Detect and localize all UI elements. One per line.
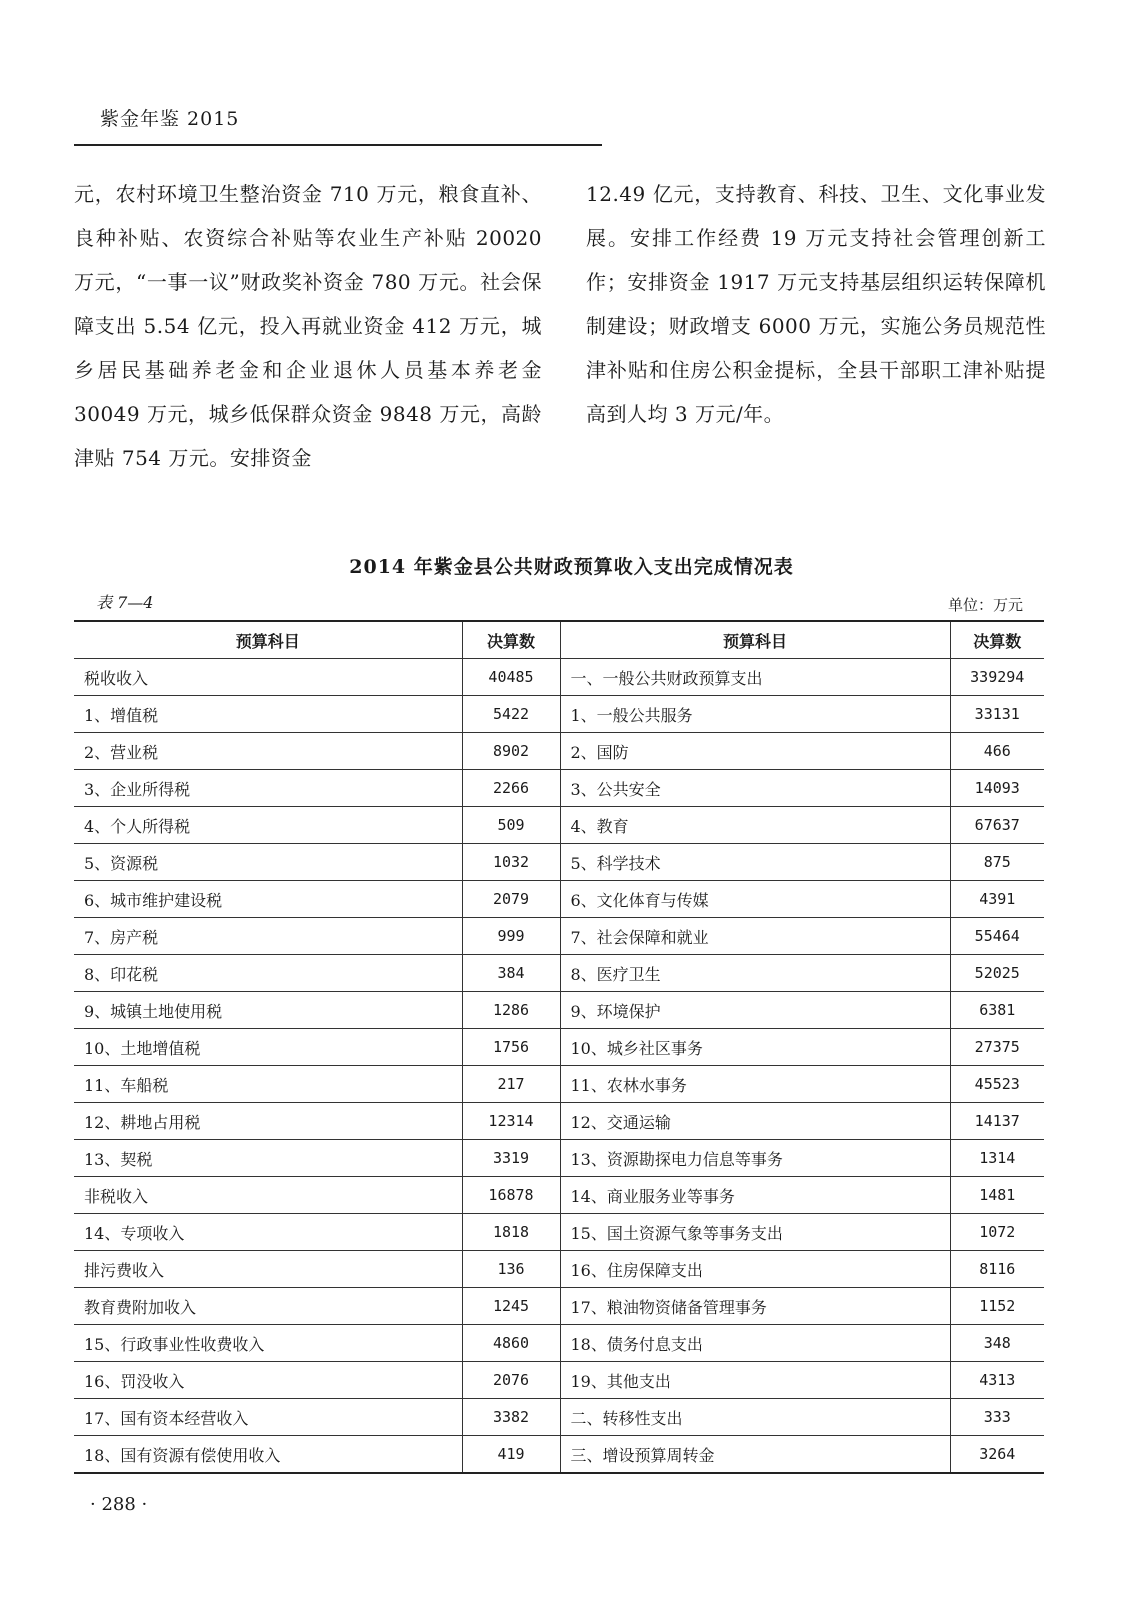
- revenue-item-cell: 5、资源税: [74, 844, 462, 881]
- expenditure-amount-cell: 8116: [950, 1251, 1044, 1288]
- table-row: [74, 1251, 1044, 1288]
- revenue-item-cell: 9、城镇土地使用税: [74, 992, 462, 1029]
- revenue-amount-cell: 1756: [462, 1029, 560, 1066]
- expenditure-item-cell: 1、一般公共服务: [560, 696, 950, 733]
- expenditure-amount-cell: 45523: [950, 1066, 1044, 1103]
- table-number: 表 7—4: [96, 593, 154, 612]
- revenue-amount-cell: 8902: [462, 733, 560, 770]
- expenditure-amount-cell: 52025: [950, 955, 1044, 992]
- revenue-item-cell: 非税收入: [74, 1177, 462, 1214]
- revenue-amount-cell: 217: [462, 1066, 560, 1103]
- revenue-item-cell: 1、增值税: [74, 696, 462, 733]
- revenue-item-cell: 15、行政事业性收费收入: [74, 1325, 462, 1362]
- table-row: [74, 807, 1044, 844]
- revenue-item-cell: 17、国有资本经营收入: [74, 1399, 462, 1436]
- table-row: [74, 770, 1044, 807]
- revenue-amount-cell: 3319: [462, 1140, 560, 1177]
- body-text-right-column: 12.49 亿元，支持教育、科技、卫生、文化事业发展。安排工作经费 19 万元支持社会管理创新工作；安排资金 1917 万元支持基层组织运转保障机制建设；财政增支 6000 万元，实施公务员规范性津补贴和住房公积金提标，全县干部职工津补贴提高到人均 3 万元/年。: [586, 182, 1046, 426]
- body-text-left-column: 元，农村环境卫生整治资金 710 万元，粮食直补、良种补贴、农资综合补贴等农业生产补贴 20020 万元，“一事一议”财政奖补资金 780 万元。社会保障支出 5.54 亿元，投入再就业资金 412 万元，城乡居民基础养老金和企业退休人员基本养老金 30049 万元，城乡低保群众资金 9848 万元，高龄津贴 754 万元。安排资金: [74, 182, 542, 470]
- revenue-item-cell: 排污费收入: [74, 1251, 462, 1288]
- expenditure-amount-cell: 27375: [950, 1029, 1044, 1066]
- table-row: [74, 918, 1044, 955]
- expenditure-amount-cell: 1314: [950, 1140, 1044, 1177]
- expenditure-amount-cell: 55464: [950, 918, 1044, 955]
- revenue-item-cell: 16、罚没收入: [74, 1362, 462, 1399]
- expenditure-item-cell: 三、增设预算周转金: [560, 1436, 950, 1474]
- expenditure-item-cell: 一、一般公共财政预算支出: [560, 659, 950, 696]
- expenditure-item-cell: 15、国土资源气象等事务支出: [560, 1214, 950, 1251]
- expenditure-amount-cell: 6381: [950, 992, 1044, 1029]
- revenue-item-cell: 教育费附加收入: [74, 1288, 462, 1325]
- revenue-item-cell: 12、耕地占用税: [74, 1103, 462, 1140]
- expenditure-amount-cell: 1481: [950, 1177, 1044, 1214]
- revenue-amount-cell: 1286: [462, 992, 560, 1029]
- expenditure-item-cell: 18、债务付息支出: [560, 1325, 950, 1362]
- expenditure-item-cell: 3、公共安全: [560, 770, 950, 807]
- expenditure-amount-cell: 33131: [950, 696, 1044, 733]
- budget-table: [74, 620, 1044, 1474]
- expenditure-amount-cell: 4313: [950, 1362, 1044, 1399]
- revenue-item-cell: 2、营业税: [74, 733, 462, 770]
- revenue-item-cell: 10、土地增值税: [74, 1029, 462, 1066]
- table-row: [74, 1140, 1044, 1177]
- table-row: [74, 733, 1044, 770]
- table-row: [74, 1362, 1044, 1399]
- expenditure-item-cell: 9、环境保护: [560, 992, 950, 1029]
- expenditure-item-cell: 6、文化体育与传媒: [560, 881, 950, 918]
- revenue-amount-cell: 2266: [462, 770, 560, 807]
- table-body: [74, 659, 1044, 1474]
- revenue-amount-cell: 3382: [462, 1399, 560, 1436]
- revenue-item-cell: 8、印花税: [74, 955, 462, 992]
- revenue-item-cell: 13、契税: [74, 1140, 462, 1177]
- table-row: [74, 1214, 1044, 1251]
- page-number: · 288 ·: [90, 1494, 148, 1515]
- expenditure-amount-cell: 14093: [950, 770, 1044, 807]
- table-row: [74, 1436, 1044, 1474]
- expenditure-item-cell: 16、住房保障支出: [560, 1251, 950, 1288]
- expenditure-item-cell: 4、教育: [560, 807, 950, 844]
- revenue-item-cell: 11、车船税: [74, 1066, 462, 1103]
- revenue-amount-cell: 5422: [462, 696, 560, 733]
- table-row: [74, 1288, 1044, 1325]
- revenue-amount-cell: 2079: [462, 881, 560, 918]
- revenue-item-cell: 3、企业所得税: [74, 770, 462, 807]
- running-head: 紫金年鉴 2015: [100, 108, 240, 130]
- revenue-amount-cell: 16878: [462, 1177, 560, 1214]
- table-title: 2014 年紫金县公共财政预算收入支出完成情况表: [349, 556, 794, 578]
- revenue-amount-cell: 4860: [462, 1325, 560, 1362]
- header-revenue-item: 预算科目: [74, 621, 462, 659]
- header-expenditure-item: 预算科目: [560, 621, 950, 659]
- table-header-row: [74, 621, 1044, 659]
- header-rule: [74, 144, 602, 146]
- header-revenue-amount: 决算数: [462, 621, 560, 659]
- expenditure-item-cell: 19、其他支出: [560, 1362, 950, 1399]
- expenditure-item-cell: 17、粮油物资储备管理事务: [560, 1288, 950, 1325]
- revenue-amount-cell: 1032: [462, 844, 560, 881]
- table-row: [74, 1103, 1044, 1140]
- revenue-item-cell: 14、专项收入: [74, 1214, 462, 1251]
- expenditure-item-cell: 二、转移性支出: [560, 1399, 950, 1436]
- expenditure-amount-cell: 1152: [950, 1288, 1044, 1325]
- expenditure-amount-cell: 875: [950, 844, 1044, 881]
- table-row: [74, 1066, 1044, 1103]
- expenditure-item-cell: 13、资源勘探电力信息等事务: [560, 1140, 950, 1177]
- table-row: [74, 696, 1044, 733]
- table-row: [74, 1399, 1044, 1436]
- expenditure-item-cell: 5、科学技术: [560, 844, 950, 881]
- expenditure-item-cell: 10、城乡社区事务: [560, 1029, 950, 1066]
- expenditure-amount-cell: 348: [950, 1325, 1044, 1362]
- expenditure-amount-cell: 3264: [950, 1436, 1044, 1474]
- table-row: [74, 1177, 1044, 1214]
- expenditure-item-cell: 7、社会保障和就业: [560, 918, 950, 955]
- revenue-amount-cell: 509: [462, 807, 560, 844]
- expenditure-amount-cell: 333: [950, 1399, 1044, 1436]
- revenue-amount-cell: 384: [462, 955, 560, 992]
- revenue-amount-cell: 1818: [462, 1214, 560, 1251]
- expenditure-amount-cell: 67637: [950, 807, 1044, 844]
- expenditure-amount-cell: 14137: [950, 1103, 1044, 1140]
- table-row: [74, 1029, 1044, 1066]
- table-row: [74, 992, 1044, 1029]
- table-row: [74, 844, 1044, 881]
- revenue-amount-cell: 1245: [462, 1288, 560, 1325]
- revenue-amount-cell: 419: [462, 1436, 560, 1474]
- expenditure-amount-cell: 4391: [950, 881, 1044, 918]
- expenditure-item-cell: 14、商业服务业等事务: [560, 1177, 950, 1214]
- table-row: [74, 1325, 1044, 1362]
- expenditure-amount-cell: 1072: [950, 1214, 1044, 1251]
- expenditure-item-cell: 11、农林水事务: [560, 1066, 950, 1103]
- revenue-amount-cell: 12314: [462, 1103, 560, 1140]
- expenditure-item-cell: 2、国防: [560, 733, 950, 770]
- header-expenditure-amount: 决算数: [950, 621, 1044, 659]
- revenue-amount-cell: 2076: [462, 1362, 560, 1399]
- revenue-item-cell: 18、国有资源有偿使用收入: [74, 1436, 462, 1474]
- revenue-amount-cell: 40485: [462, 659, 560, 696]
- table-unit: 单位：万元: [947, 596, 1023, 614]
- expenditure-item-cell: 8、医疗卫生: [560, 955, 950, 992]
- revenue-amount-cell: 999: [462, 918, 560, 955]
- expenditure-amount-cell: 339294: [950, 659, 1044, 696]
- expenditure-item-cell: 12、交通运输: [560, 1103, 950, 1140]
- revenue-item-cell: 6、城市维护建设税: [74, 881, 462, 918]
- revenue-item-cell: 4、个人所得税: [74, 807, 462, 844]
- revenue-item-cell: 7、房产税: [74, 918, 462, 955]
- table-row: [74, 659, 1044, 696]
- revenue-item-cell: 税收收入: [74, 659, 462, 696]
- table-row: [74, 955, 1044, 992]
- table-row: [74, 881, 1044, 918]
- expenditure-amount-cell: 466: [950, 733, 1044, 770]
- revenue-amount-cell: 136: [462, 1251, 560, 1288]
